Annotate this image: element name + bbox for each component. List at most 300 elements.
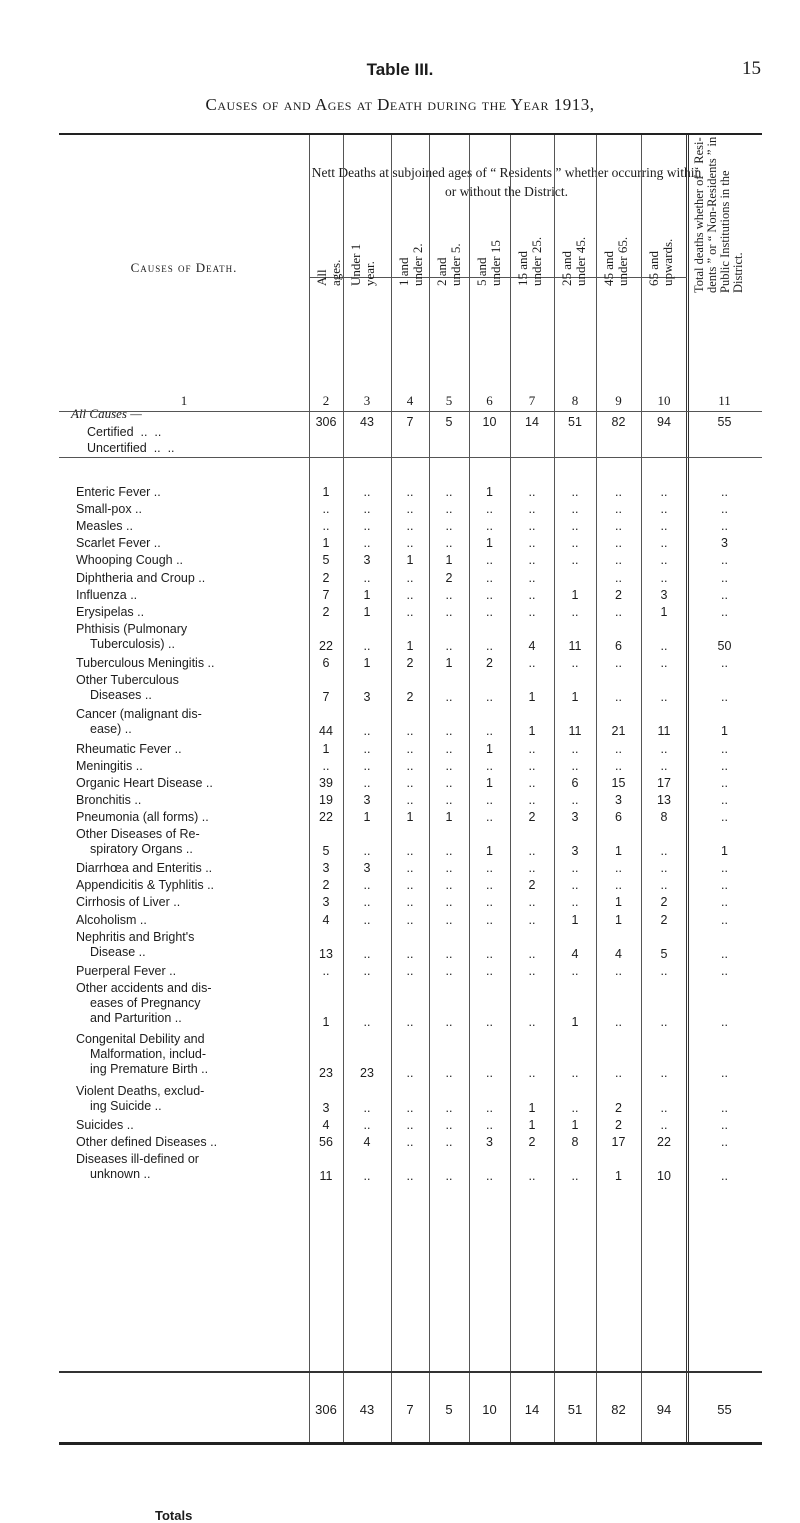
cause-value: .. xyxy=(363,724,371,739)
cause-value: .. xyxy=(486,1100,493,1115)
cause-label xyxy=(76,810,209,825)
cause-value: 1 xyxy=(528,1117,536,1132)
column-number: 11 xyxy=(718,393,731,408)
cause-value: 3 xyxy=(322,1100,330,1115)
cause-value: .. xyxy=(571,485,579,499)
cause-value: .. xyxy=(406,895,414,910)
all-causes-rule xyxy=(59,457,762,458)
cause-value: .. xyxy=(445,1015,453,1030)
cause-value: .. xyxy=(660,758,668,773)
cause-value: .. xyxy=(571,792,579,807)
causes-heading: Causes of Death. xyxy=(130,260,238,275)
cause-value: 2 xyxy=(528,809,536,824)
cause-value: .. xyxy=(363,638,371,653)
cause-value: .. xyxy=(445,1066,453,1081)
cause-value: .. xyxy=(721,809,728,824)
cause-value: .. xyxy=(406,587,414,602)
cause-value: 2 xyxy=(615,1117,622,1132)
cause-value: 3 xyxy=(721,536,728,551)
cause-value: 22 xyxy=(319,809,333,824)
cause-value: 1 xyxy=(322,536,330,551)
cause-value: 4 xyxy=(322,1117,330,1132)
cause-label xyxy=(76,656,215,671)
cause-value: 2 xyxy=(445,570,453,585)
cause-value: .. xyxy=(406,724,414,739)
cause-value: 1 xyxy=(406,809,414,824)
cause-value: 1 xyxy=(721,724,728,739)
cause-value: .. xyxy=(363,946,371,961)
cause-label xyxy=(76,827,200,857)
cause-value: .. xyxy=(363,741,371,756)
cause-value: .. xyxy=(660,553,668,568)
cause-value: .. xyxy=(445,536,453,551)
cause-label-line: Congenital Debility and xyxy=(76,1032,205,1047)
cause-value: .. xyxy=(445,895,453,910)
cause-value: 13 xyxy=(319,946,333,961)
cause-value: .. xyxy=(486,690,493,705)
cause-value: .. xyxy=(528,587,536,602)
cause-value: .. xyxy=(571,1066,579,1081)
cause-value: 2 xyxy=(528,1134,536,1149)
cause-value: .. xyxy=(615,604,622,619)
cause-value: 4 xyxy=(571,946,579,961)
cause-value: .. xyxy=(660,502,668,517)
cause-label-line: Influenza .. xyxy=(76,587,138,602)
cause-value: .. xyxy=(445,741,453,756)
cause-label xyxy=(76,981,212,1026)
cause-label-line: Diphtheria and Croup .. xyxy=(76,570,206,585)
cause-label-line: Enteric Fever .. xyxy=(76,485,161,499)
cause-value: .. xyxy=(528,519,536,534)
cause-value: .. xyxy=(615,519,622,534)
cause-value: 50 xyxy=(717,638,732,653)
cause-value: .. xyxy=(406,1066,414,1081)
total-deaths-header-text: Total deaths whether of “ Resi- dents ” or “ Non-Residents ” in Public Institutions in the District. xyxy=(692,136,745,293)
cause-value: .. xyxy=(406,963,414,978)
cause-value: .. xyxy=(363,844,371,859)
cause-value: .. xyxy=(721,656,728,670)
cause-label-line: Suicides .. xyxy=(76,1117,134,1132)
cause-label-line: Tuberculosis) .. xyxy=(90,636,175,651)
cause-label xyxy=(76,536,161,551)
cause-value: .. xyxy=(721,946,728,961)
cause-value: .. xyxy=(445,758,453,773)
cause-value: 3 xyxy=(660,587,668,602)
cause-label-line: Cancer (malignant dis- xyxy=(76,707,202,722)
cause-value: .. xyxy=(406,570,414,585)
cause-label-line: Bronchitis .. xyxy=(76,792,142,807)
cause-value: .. xyxy=(445,1169,453,1183)
cause-value: .. xyxy=(406,604,414,619)
cause-label-line: Cirrhosis of Liver .. xyxy=(76,895,181,910)
cause-value: .. xyxy=(406,1100,414,1115)
cause-value: .. xyxy=(660,878,668,893)
cause-value: 15 xyxy=(611,775,626,790)
cause-value: .. xyxy=(406,519,414,534)
age-column-header-text: 15 and under 25. xyxy=(515,236,544,286)
cause-value: .. xyxy=(660,861,668,876)
cause-value: 3 xyxy=(571,809,579,824)
cause-value: .. xyxy=(406,758,414,773)
cause-label-line: spiratory Organs .. xyxy=(90,842,193,856)
cause-value: 2 xyxy=(660,895,668,910)
cause-value: .. xyxy=(322,758,330,773)
cause-value: 1 xyxy=(615,844,622,859)
totals-value: 10 xyxy=(482,1402,497,1417)
cause-value: .. xyxy=(486,724,493,739)
cause-value: 1 xyxy=(363,656,371,670)
column-number: 1 xyxy=(180,393,188,408)
cause-value: 19 xyxy=(319,792,333,807)
cause-value: .. xyxy=(486,604,493,619)
cause-value: .. xyxy=(406,861,414,876)
cause-value: .. xyxy=(660,638,668,653)
cause-label xyxy=(76,485,161,500)
cause-label xyxy=(76,588,137,603)
cause-value: .. xyxy=(571,553,579,568)
table-title: Table III. xyxy=(366,60,434,79)
cause-value: .. xyxy=(322,963,330,978)
cause-value: .. xyxy=(486,553,493,568)
cause-value: .. xyxy=(721,878,728,893)
cause-value: .. xyxy=(445,946,453,961)
cause-value: 1 xyxy=(322,1015,330,1030)
cause-value: .. xyxy=(528,570,536,585)
cause-value: .. xyxy=(571,519,579,534)
cause-value: .. xyxy=(721,963,728,978)
cause-value: .. xyxy=(721,604,728,619)
cause-value: .. xyxy=(528,895,536,910)
cause-value: 1 xyxy=(571,912,579,927)
cause-value: .. xyxy=(660,570,668,585)
cause-value: .. xyxy=(571,963,579,978)
cause-value: 2 xyxy=(322,878,330,893)
totals-value: 14 xyxy=(524,1402,540,1417)
totals-value: 94 xyxy=(656,1402,672,1417)
cause-value: .. xyxy=(528,741,536,756)
cause-label-line: ing Suicide .. xyxy=(90,1098,162,1113)
age-column-header-text: Under 1 year. xyxy=(348,243,377,286)
cause-value: .. xyxy=(363,963,371,978)
totals-value: 55 xyxy=(717,1402,732,1417)
cause-value: .. xyxy=(445,963,453,978)
cause-value: .. xyxy=(445,775,453,790)
cause-value: .. xyxy=(721,502,728,517)
cause-value: 4 xyxy=(363,1134,371,1149)
cause-value: .. xyxy=(486,758,493,773)
cause-label-line: Small-pox .. xyxy=(76,502,142,517)
cause-value: .. xyxy=(615,758,622,773)
cause-value: .. xyxy=(660,656,668,670)
cause-value: .. xyxy=(528,1015,536,1030)
cause-value: .. xyxy=(445,861,453,876)
cause-value: 5 xyxy=(660,946,668,961)
cause-value: .. xyxy=(445,844,453,859)
cause-value: .. xyxy=(445,485,453,499)
cause-value: .. xyxy=(528,604,536,619)
cause-value: 1 xyxy=(445,656,453,670)
age-column-header-text: 45 and under 65. xyxy=(601,236,630,286)
cause-label-line: Alcoholism .. xyxy=(76,912,147,927)
certified-value: 55 xyxy=(717,415,732,429)
cause-label-line: unknown .. xyxy=(90,1166,151,1181)
cause-value: .. xyxy=(660,690,668,705)
cause-value: .. xyxy=(406,1134,414,1149)
cause-label xyxy=(76,707,202,737)
cause-value: 5 xyxy=(322,844,330,859)
cause-value: .. xyxy=(615,878,622,893)
cause-label-line: Puerperal Fever .. xyxy=(76,963,177,978)
cause-value: .. xyxy=(363,912,371,927)
column-number: 6 xyxy=(486,393,493,408)
totals-rule xyxy=(59,1371,762,1373)
cause-value: .. xyxy=(528,946,536,961)
cause-value: .. xyxy=(721,895,728,910)
cause-value: .. xyxy=(615,570,622,585)
cause-value: .. xyxy=(406,775,414,790)
cause-value: .. xyxy=(571,604,579,619)
certified-value: 5 xyxy=(445,415,453,429)
cause-value: 1 xyxy=(363,604,371,619)
cause-value: 1 xyxy=(363,587,371,602)
cause-label-line: Disease .. xyxy=(90,944,146,959)
cause-value: .. xyxy=(363,536,371,551)
cause-value: .. xyxy=(571,758,579,773)
column-number: 8 xyxy=(571,393,579,408)
cause-value: .. xyxy=(721,912,728,927)
cause-value: .. xyxy=(363,895,371,910)
cause-label xyxy=(76,913,147,928)
cause-label-line: Nephritis and Bright's xyxy=(76,929,195,944)
cause-value: .. xyxy=(660,519,668,534)
cause-value: .. xyxy=(406,878,414,893)
cause-value: .. xyxy=(445,912,453,927)
cause-value: 1 xyxy=(406,553,414,568)
cause-value: .. xyxy=(486,792,493,807)
cause-value: .. xyxy=(721,758,728,773)
column-number: 4 xyxy=(406,393,414,408)
cause-value: .. xyxy=(528,775,536,790)
age-column-header-text: 65 and upwards. xyxy=(646,238,675,286)
cause-label xyxy=(76,519,133,534)
all-causes-certified-label: Certified .. .. xyxy=(87,425,162,439)
cause-value: .. xyxy=(445,1100,453,1115)
cause-value: .. xyxy=(615,690,622,705)
cause-value: .. xyxy=(406,1117,414,1132)
cause-value: 3 xyxy=(363,690,371,705)
cause-label-line: Malformation, includ- xyxy=(90,1047,207,1062)
cause-value: .. xyxy=(486,946,493,961)
cause-label xyxy=(76,964,176,979)
cause-value: 2 xyxy=(406,690,414,705)
cause-value: 23 xyxy=(360,1066,374,1081)
cause-value: 6 xyxy=(615,638,622,653)
cause-label xyxy=(76,776,213,791)
cause-value: .. xyxy=(660,536,668,551)
cause-value: .. xyxy=(571,741,579,756)
cause-value: .. xyxy=(445,1117,453,1132)
cause-label-line: Pneumonia (all forms) .. xyxy=(76,809,209,824)
cause-value: .. xyxy=(721,1015,728,1030)
cause-value: .. xyxy=(660,1117,668,1132)
cause-value: 11 xyxy=(657,724,671,739)
cause-value: .. xyxy=(445,604,453,619)
cause-value: .. xyxy=(486,519,493,534)
cause-value: .. xyxy=(528,758,536,773)
cause-value: 3 xyxy=(322,861,330,876)
cause-value: .. xyxy=(571,895,579,910)
cause-value: .. xyxy=(486,963,493,978)
cause-value: .. xyxy=(528,861,536,876)
cause-value: 6 xyxy=(571,775,579,790)
cause-value: 39 xyxy=(319,775,333,790)
cause-value: 44 xyxy=(319,724,333,739)
cause-value: 8 xyxy=(660,809,668,824)
cause-value: 11 xyxy=(319,1169,333,1183)
cause-label-line: ease) .. xyxy=(90,722,132,737)
cause-value: 3 xyxy=(363,792,371,807)
cause-value: 3 xyxy=(322,895,330,910)
cause-label xyxy=(76,1152,199,1182)
cause-value: .. xyxy=(486,638,493,653)
cause-value: .. xyxy=(486,878,493,893)
cause-value: .. xyxy=(406,1015,414,1030)
cause-label xyxy=(76,1032,208,1077)
cause-value: .. xyxy=(721,1169,728,1183)
cause-value: 1 xyxy=(486,844,493,859)
cause-value: 23 xyxy=(319,1066,333,1081)
cause-value: 11 xyxy=(568,724,582,739)
cause-value: 56 xyxy=(319,1134,333,1149)
cause-value: 1 xyxy=(445,809,453,824)
cause-value: 8 xyxy=(571,1134,579,1149)
cause-label xyxy=(76,622,187,652)
cause-value: .. xyxy=(445,792,453,807)
cause-value: 1 xyxy=(486,536,493,551)
certified-value: 7 xyxy=(406,415,414,429)
cause-value: 1 xyxy=(528,690,536,705)
cause-value: .. xyxy=(445,502,453,517)
cause-value: .. xyxy=(363,758,371,773)
totals-label: Totals xyxy=(155,1508,193,1523)
age-column-header-text: 2 and under 5. xyxy=(434,243,463,286)
cause-value: .. xyxy=(528,502,536,517)
cause-label xyxy=(76,878,214,893)
cause-value: .. xyxy=(615,1015,622,1030)
cause-label xyxy=(76,1135,217,1150)
cause-label-line: and Parturition .. xyxy=(90,1010,182,1025)
column-number: 7 xyxy=(528,393,536,408)
cause-value: 17 xyxy=(611,1134,626,1149)
totals-value: 7 xyxy=(406,1402,414,1417)
cause-value: 3 xyxy=(571,844,579,859)
cause-value: .. xyxy=(406,844,414,859)
certified-value: 51 xyxy=(568,415,582,429)
cause-value: .. xyxy=(406,792,414,807)
cause-value: .. xyxy=(660,963,668,978)
cause-value: .. xyxy=(528,1066,536,1081)
cause-value: .. xyxy=(615,536,622,551)
cause-label-line: Erysipelas .. xyxy=(76,604,145,619)
cause-label-line: Other defined Diseases .. xyxy=(76,1134,218,1149)
cause-value: .. xyxy=(528,536,536,551)
age-column-header-text: All ages. xyxy=(314,259,343,286)
cause-value: .. xyxy=(363,485,371,499)
cause-value: 2 xyxy=(322,604,330,619)
totals-value: 43 xyxy=(359,1402,375,1417)
cause-value: .. xyxy=(363,570,371,585)
age-column-header-text: 1 and under 2. xyxy=(396,243,425,286)
cause-value: 2 xyxy=(615,1100,622,1115)
cause-label xyxy=(76,861,212,876)
cause-value: .. xyxy=(445,587,453,602)
cause-label-line: Diseases .. xyxy=(90,688,152,703)
cause-value: .. xyxy=(528,485,536,499)
cause-value: .. xyxy=(486,912,493,927)
cause-value: 2 xyxy=(615,587,622,602)
cause-value: .. xyxy=(721,861,728,876)
cause-value: .. xyxy=(615,741,622,756)
cause-value: .. xyxy=(363,1169,371,1183)
cause-value: .. xyxy=(363,502,371,517)
cause-label-line: ing Premature Birth .. xyxy=(90,1062,209,1077)
cause-value: .. xyxy=(721,741,728,756)
cause-value: 1 xyxy=(571,1117,579,1132)
cause-value: .. xyxy=(528,553,536,568)
cause-value: .. xyxy=(486,809,493,824)
cause-value: .. xyxy=(721,1117,728,1132)
cause-value: .. xyxy=(486,1015,493,1030)
nett-deaths-heading: Nett Deaths at subjoined ages of “ Residents ” whether occurring within or without the District. xyxy=(311,165,702,199)
cause-value: 1 xyxy=(528,1100,536,1115)
cause-value: .. xyxy=(406,946,414,961)
cause-value: 1 xyxy=(660,604,668,619)
cause-value: 10 xyxy=(657,1169,671,1183)
cause-value: .. xyxy=(406,502,414,517)
cause-value: .. xyxy=(445,638,453,653)
all-causes-uncertified-label: Uncertified .. .. xyxy=(87,441,175,455)
cause-value: .. xyxy=(406,485,414,499)
cause-value: .. xyxy=(528,844,536,859)
cause-value: 3 xyxy=(486,1134,493,1149)
cause-value: .. xyxy=(406,741,414,756)
certified-value: 14 xyxy=(525,415,539,429)
cause-label-line: Measles .. xyxy=(76,519,133,534)
cause-value: 4 xyxy=(322,912,330,927)
cause-value: .. xyxy=(721,553,728,568)
cause-label xyxy=(76,605,144,620)
cause-value: .. xyxy=(571,656,579,670)
column-number: 9 xyxy=(615,393,622,408)
cause-label-line: Appendicitis & Typhlitis .. xyxy=(76,878,215,893)
cause-value: .. xyxy=(363,775,371,790)
cause-value: .. xyxy=(486,502,493,517)
cause-value: 1 xyxy=(322,741,330,756)
cause-value: 1 xyxy=(571,1015,579,1030)
totals-value: 5 xyxy=(445,1402,453,1417)
column-number: 10 xyxy=(657,393,671,408)
cause-value: 7 xyxy=(322,690,330,705)
cause-value: 5 xyxy=(322,553,330,568)
cause-value: .. xyxy=(486,895,493,910)
cause-value: .. xyxy=(486,587,493,602)
cause-value: .. xyxy=(571,1169,579,1183)
cause-value: 1 xyxy=(445,553,453,568)
cause-label-line: Scarlet Fever .. xyxy=(76,536,161,551)
cause-label xyxy=(76,742,182,757)
cause-value: 1 xyxy=(615,912,622,927)
cause-value: .. xyxy=(721,519,728,534)
